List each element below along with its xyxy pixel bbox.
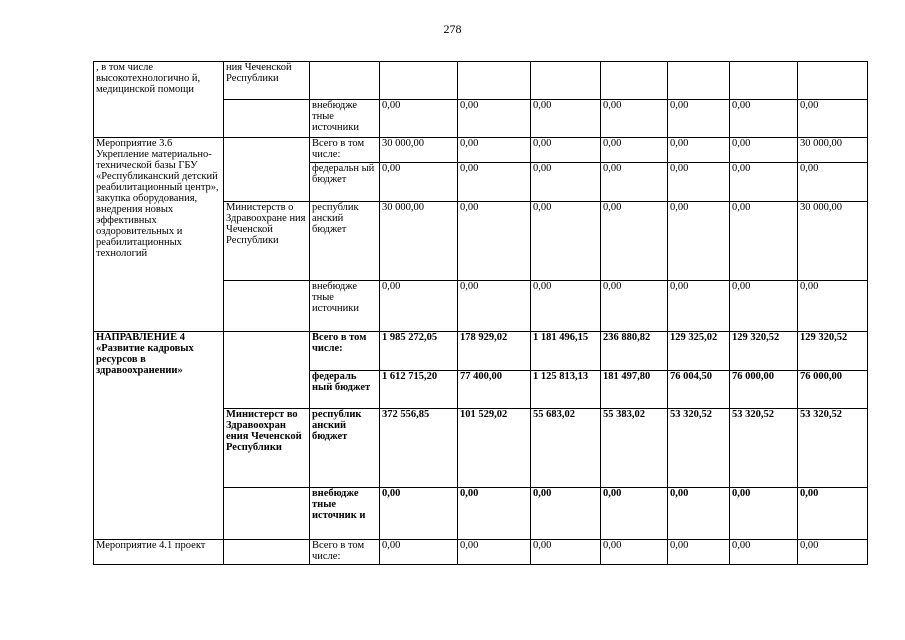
source-cell: республик анский бюджет: [310, 202, 380, 281]
value-cell: 0,00: [730, 138, 798, 163]
value-cell: 178 929,02: [458, 332, 531, 371]
value-cell: 0,00: [458, 100, 531, 138]
value-cell: 0,00: [380, 281, 458, 332]
value-cell: 55 683,02: [531, 409, 601, 488]
value-cell: 1 181 496,15: [531, 332, 601, 371]
value-cell: 0,00: [531, 163, 601, 202]
value-cell: 1 612 715,20: [380, 371, 458, 409]
value-cell: 77 400,00: [458, 371, 531, 409]
source-cell: республик анский бюджет: [310, 409, 380, 488]
value-cell: [601, 62, 668, 100]
value-cell: 0,00: [531, 281, 601, 332]
value-cell: 0,00: [668, 138, 730, 163]
value-cell: 0,00: [458, 540, 531, 565]
value-cell: 0,00: [730, 202, 798, 281]
value-cell: 53 320,52: [730, 409, 798, 488]
value-cell: 0,00: [730, 540, 798, 565]
source-cell: Всего в том числе:: [310, 540, 380, 565]
value-cell: 53 320,52: [798, 409, 868, 488]
value-cell: 0,00: [380, 488, 458, 540]
value-cell: 0,00: [458, 202, 531, 281]
value-cell: 0,00: [531, 100, 601, 138]
value-cell: 0,00: [601, 100, 668, 138]
activity-cell: Мероприятие 3.6 Укрепление материально-технической базы ГБУ «Республиканский детский реабилитационный центр», закупка оборудования, внедрения новых эффективных оздоровительных и реабилитационных технологий: [94, 138, 224, 332]
source-cell: [310, 62, 380, 100]
value-cell: [798, 62, 868, 100]
value-cell: 372 556,85: [380, 409, 458, 488]
budget-table: [93, 61, 868, 565]
executor-cell: [224, 540, 310, 565]
value-cell: 0,00: [531, 488, 601, 540]
activity-cell: Мероприятие 4.1 проект: [94, 540, 224, 565]
value-cell: 0,00: [798, 540, 868, 565]
source-cell: Всего в том числе:: [310, 332, 380, 371]
value-cell: 0,00: [601, 163, 668, 202]
value-cell: 0,00: [531, 202, 601, 281]
table-row: [94, 540, 868, 565]
executor-cell: ния Чеченской Республики: [224, 62, 310, 100]
value-cell: 0,00: [730, 488, 798, 540]
activity-cell: , в том числе высокотехнологично й, медицинской помощи: [94, 62, 224, 138]
source-cell: внебюдже тные источник и: [310, 488, 380, 540]
value-cell: 0,00: [798, 100, 868, 138]
page-number: 278: [443, 22, 462, 36]
value-cell: 0,00: [668, 202, 730, 281]
value-cell: 76 000,00: [730, 371, 798, 409]
value-cell: 0,00: [601, 138, 668, 163]
value-cell: 0,00: [730, 163, 798, 202]
value-cell: 0,00: [668, 281, 730, 332]
value-cell: 129 325,02: [668, 332, 730, 371]
executor-cell: [224, 138, 310, 202]
value-cell: 0,00: [668, 488, 730, 540]
table-row: [94, 138, 868, 163]
value-cell: 0,00: [798, 163, 868, 202]
table-row: [94, 62, 868, 100]
value-cell: 55 383,02: [601, 409, 668, 488]
executor-cell: [224, 100, 310, 138]
value-cell: [730, 62, 798, 100]
value-cell: [531, 62, 601, 100]
value-cell: 0,00: [668, 163, 730, 202]
executor-cell: Министерств о Здравоохране ния Чеченской Республики: [224, 202, 310, 281]
source-cell: федеральн ый бюджет: [310, 163, 380, 202]
value-cell: 30 000,00: [380, 138, 458, 163]
value-cell: 0,00: [380, 100, 458, 138]
value-cell: 0,00: [601, 488, 668, 540]
value-cell: 30 000,00: [380, 202, 458, 281]
value-cell: 0,00: [798, 281, 868, 332]
source-cell: Всего в том числе:: [310, 138, 380, 163]
value-cell: 0,00: [798, 488, 868, 540]
executor-cell: [224, 332, 310, 409]
value-cell: 0,00: [601, 281, 668, 332]
value-cell: 30 000,00: [798, 138, 868, 163]
value-cell: 0,00: [668, 100, 730, 138]
value-cell: 0,00: [601, 540, 668, 565]
value-cell: 0,00: [531, 540, 601, 565]
value-cell: 0,00: [458, 281, 531, 332]
value-cell: 30 000,00: [798, 202, 868, 281]
value-cell: 129 320,52: [730, 332, 798, 371]
value-cell: 0,00: [380, 163, 458, 202]
value-cell: 1 985 272,05: [380, 332, 458, 371]
value-cell: 129 320,52: [798, 332, 868, 371]
value-cell: [668, 62, 730, 100]
value-cell: 0,00: [380, 540, 458, 565]
executor-cell: [224, 281, 310, 332]
source-cell: федераль ный бюджет: [310, 371, 380, 409]
value-cell: 0,00: [531, 138, 601, 163]
value-cell: 76 000,00: [798, 371, 868, 409]
table-row: [94, 332, 868, 371]
value-cell: 76 004,50: [668, 371, 730, 409]
value-cell: [458, 62, 531, 100]
value-cell: 0,00: [458, 138, 531, 163]
value-cell: 53 320,52: [668, 409, 730, 488]
value-cell: 0,00: [458, 163, 531, 202]
value-cell: 0,00: [730, 100, 798, 138]
value-cell: 0,00: [458, 488, 531, 540]
executor-cell: [224, 488, 310, 540]
value-cell: 101 529,02: [458, 409, 531, 488]
value-cell: 0,00: [668, 540, 730, 565]
direction-cell: НАПРАВЛЕНИЕ 4 «Развитие кадровых ресурсов в здравоохранении»: [94, 332, 224, 540]
source-cell: внебюдже тные источники: [310, 100, 380, 138]
value-cell: 0,00: [601, 202, 668, 281]
value-cell: [380, 62, 458, 100]
value-cell: 236 880,82: [601, 332, 668, 371]
value-cell: 1 125 813,13: [531, 371, 601, 409]
value-cell: 0,00: [730, 281, 798, 332]
executor-cell: Министерст во Здравоохран ения Чеченской Республики: [224, 409, 310, 488]
source-cell: внебюдже тные источники: [310, 281, 380, 332]
value-cell: 181 497,80: [601, 371, 668, 409]
